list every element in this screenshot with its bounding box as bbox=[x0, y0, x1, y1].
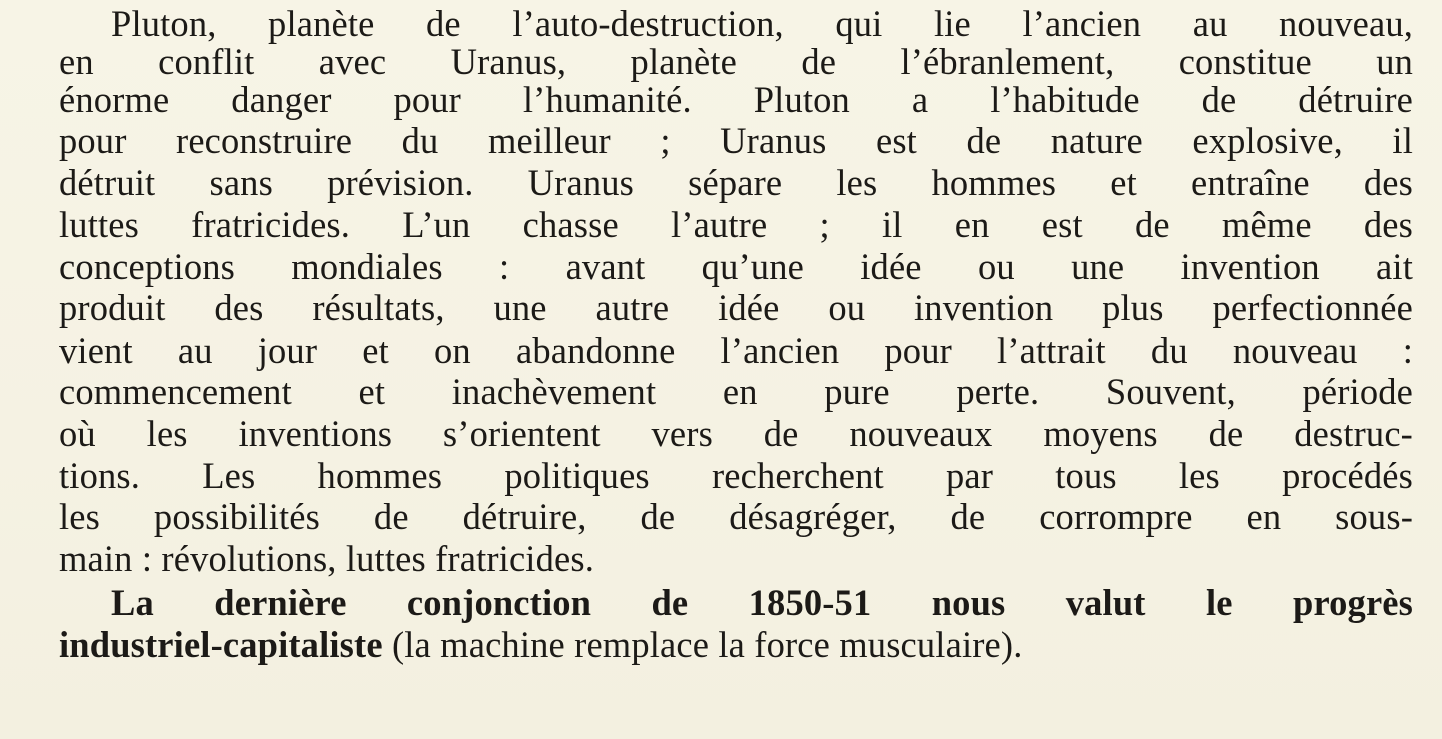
text-line: où les inventions s’orientent vers de nouveaux moyens de destruc- bbox=[59, 413, 1413, 454]
text-line: tions. Les hommes politiques recherchent par tous les procédés bbox=[59, 455, 1413, 496]
text-line: main : révolutions, luttes fratricides. bbox=[59, 538, 594, 579]
text-line: vient au jour et on abandonne l’ancien pour l’attrait du nouveau : bbox=[59, 330, 1413, 371]
bold-text: La dernière conjonction de 1850-51 nous valut le progrès bbox=[111, 582, 1413, 623]
text-line: en conflit avec Uranus, planète de l’ébranlement, constitue un bbox=[59, 41, 1413, 82]
text-line: énorme danger pour l’humanité. Pluton a l’habitude de détruire bbox=[59, 79, 1413, 120]
normal-text: (la machine remplace la force musculaire). bbox=[382, 624, 1023, 665]
text-line: commencement et inachèvement en pure perte. Souvent, période bbox=[59, 371, 1413, 412]
text-line bbox=[111, 582, 1413, 623]
text-line bbox=[59, 624, 1413, 665]
text-line: Pluton, planète de l’auto-destruction, qui lie l’ancien au nouveau, bbox=[111, 3, 1413, 44]
text-line: produit des résultats, une autre idée ou invention plus perfectionnée bbox=[59, 287, 1413, 328]
text-line: pour reconstruire du meilleur ; Uranus est de nature explosive, il bbox=[59, 120, 1413, 161]
text-line: détruit sans prévision. Uranus sépare les hommes et entraîne des bbox=[59, 162, 1413, 203]
bold-text: industriel-capitaliste bbox=[59, 624, 383, 665]
text-line: conceptions mondiales : avant qu’une idée ou une invention ait bbox=[59, 246, 1413, 287]
text-line: luttes fratricides. L’un chasse l’autre ; il en est de même des bbox=[59, 204, 1413, 245]
text-line: les possibilités de détruire, de désagréger, de corrompre en sous- bbox=[59, 496, 1413, 537]
